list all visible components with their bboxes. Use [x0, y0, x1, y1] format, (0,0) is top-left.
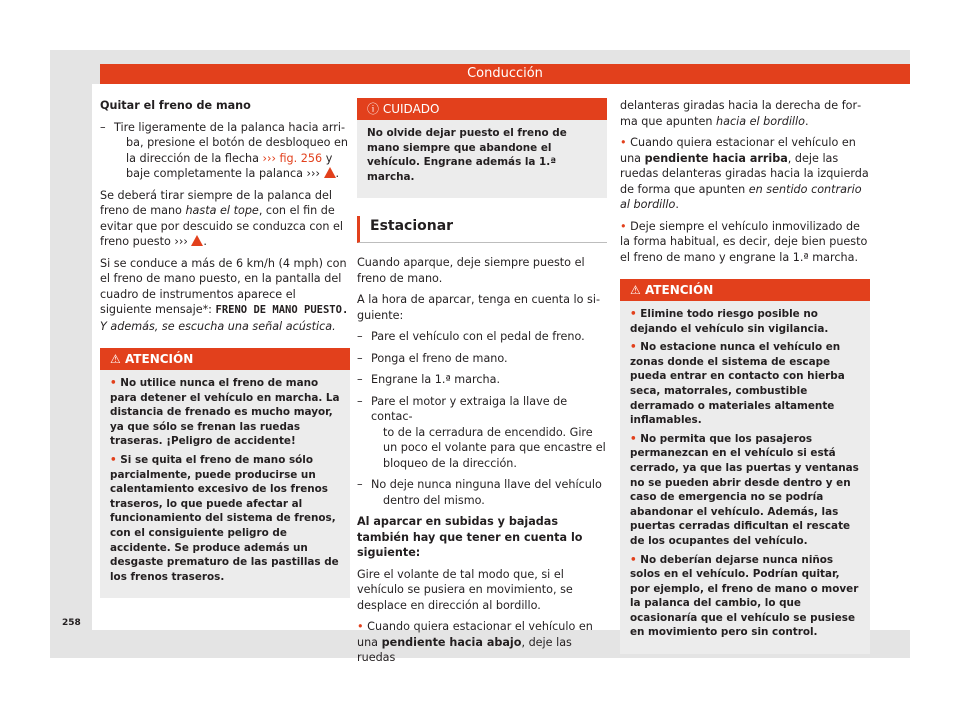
warning-item — [630, 432, 860, 549]
instruction-step — [357, 372, 607, 388]
emphasis: en sentido contrario al bordillo — [620, 182, 862, 211]
warning-title: ATENCIÓN — [644, 283, 714, 297]
reference-arrows: ››› — [262, 151, 276, 165]
step-continuation: to de la cerradura de encendido. Gire un poco el volante para que encastre el bloqueo de la dirección. — [383, 425, 606, 470]
warning-item-text: Elimine todo riesgo posible no dejando el vehículo sin vigilancia. — [630, 308, 829, 335]
subheading: Al aparcar en subidas y bajadas también hay que tener en cuenta lo siguiente: — [357, 515, 583, 560]
warning-item-text: No estacione nunca el vehículo en zonas donde el sistema de escape pueda entrar en contacto con hierba seca, matorrales, combustible derramado o materiales altamente inflamables. — [630, 341, 845, 427]
warning-box — [620, 279, 870, 654]
step-text: y baje completamente la palanca — [126, 151, 333, 180]
warning-title: ATENCIÓN — [124, 352, 194, 366]
warning-body — [100, 370, 350, 598]
section-title: Estacionar — [357, 216, 607, 243]
display-message: FRENO DE MANO PUESTO. — [215, 304, 349, 316]
bullet-icon: • — [110, 453, 117, 466]
text: Cuando quiera estacionar el vehículo en una — [357, 620, 593, 649]
step-text: Pare el motor y extraiga la llave de contac- — [371, 394, 568, 424]
bullet-paragraph — [357, 619, 607, 666]
warning-triangle-icon: ⚠ — [630, 283, 641, 297]
warning-item-text: No deberían dejarse nunca niños solos en el vehículo. Podrían quitar, por ejemplo, el freno de mano o mover la palanca del cambio, lo que ocasionaría que el vehículo se pusiese en movimiento pero sin control. — [630, 553, 859, 639]
bullet-icon: • — [620, 136, 627, 149]
chapter-header: Conducción — [100, 64, 910, 84]
warning-item — [630, 307, 860, 336]
text: , deje las ruedas — [357, 635, 572, 665]
step-continuation: ba, presione el botón de desbloqueo en la dirección de la flecha ››› fig. 256 y baje completamente la palanca ››› . — [126, 136, 348, 180]
emphasis: hasta el tope — [185, 204, 259, 217]
warning-item-text: No permita que los pasajeros permanezcan en el vehículo si está cerrado, ya que las puertas y ventanas no se pueden abrir desde dentro y en caso de emergencia no se podría abandonar el vehículo. Además, las puertas cerradas dificultan el rescate de los ocupantes del vehículo. — [630, 432, 859, 547]
instruction-step — [357, 394, 607, 472]
step-text: ba, presione el botón de desbloqueo en la dirección de la flecha — [126, 136, 348, 165]
bullet-paragraph: • Cuando quiera estacionar el vehículo en una pendiente hacia arriba, deje las ruedas delanteras giradas hacia la izquierda de forma que apunten en sentido contrario al bordillo. — [620, 136, 869, 211]
bullet-icon: • — [630, 553, 637, 566]
page-number: 258 — [62, 618, 81, 628]
text: , deje las ruedas delanteras giradas hacia la izquierda de forma que apunten — [620, 151, 869, 196]
step-text: Tire ligeramente de la palanca hacia arri- — [114, 120, 345, 134]
warning-item-text: Si se quita el freno de mano sólo parcialmente, puede producirse un calentamiento excesivo de los frenos traseros, lo que puede afectar al funcionamiento del sistema de frenos, con el consiguiente peligro de accidente. Se produce además un desgaste prematuro de las pastillas de los frenos traseros. — [110, 453, 339, 583]
warning-triangle-icon — [324, 167, 336, 178]
paragraph — [100, 256, 350, 335]
caution-title: CUIDADO — [382, 102, 440, 116]
bullet-paragraph — [620, 219, 870, 266]
paragraph: Cuando aparque, deje siempre puesto el freno de mano. — [357, 256, 585, 285]
step-text: No deje nunca ninguna llave del vehículo — [371, 478, 602, 492]
caution-text: No olvide dejar puesto el freno de mano siempre que abandone el vehículo. Engrane además la 1.ª marcha. — [367, 127, 567, 183]
text: Se deberá tirar siempre de la palanca del freno de mano — [100, 188, 332, 217]
warning-item — [630, 553, 860, 641]
column-1 — [100, 98, 350, 598]
warning-item-text: No utilice nunca el freno de mano para detener el vehículo en marcha. La distancia de frenado es mucho mayor, ya que sólo se frenan las ruedas traseras. ¡Peligro de accidente! — [110, 377, 340, 448]
caution-body — [357, 120, 607, 198]
text: Deje siempre el vehículo inmovilizado de la forma habitual, es decir, deje bien puesto el freno de mano y engrane la 1.ª marcha. — [620, 219, 868, 264]
paragraph: Se deberá tirar siempre de la palanca del freno de mano hasta el tope, con el fin de evitar que por descuido se conduzca con el freno puesto ››› . — [100, 188, 344, 248]
step-text: Pare el vehículo con el pedal de freno. — [371, 330, 585, 344]
info-circle-icon: ⓘ — [367, 102, 380, 116]
manual-page — [50, 50, 910, 665]
paragraph: A la hora de aparcar, tenga en cuenta lo siguiente: — [357, 293, 601, 322]
section-heading: Quitar el freno de mano — [100, 99, 251, 112]
emphasis: hacia el bordillo — [716, 114, 805, 128]
instruction-step — [357, 351, 607, 367]
step-continuation: dentro del mismo. — [383, 493, 485, 507]
caution-box — [357, 98, 607, 198]
warning-item — [630, 340, 860, 428]
step-text: Engrane la 1.ª marcha. — [371, 373, 501, 387]
column-3 — [620, 98, 870, 654]
instruction-step — [357, 329, 607, 345]
paragraph: Gire el volante de tal modo que, si el vehículo se pusiera en movimiento, se desplace en dirección al bordillo. — [357, 567, 573, 612]
text: Si se conduce a más de 6 km/h (4 mph) con el freno de mano puesto, en la pantalla del cuadro de instrumentos aparece el siguiente mensaje*: — [100, 256, 347, 316]
bullet-icon: • — [620, 219, 627, 233]
bullet-icon: • — [630, 432, 637, 445]
warning-item — [110, 453, 340, 584]
emphasis: pendiente hacia abajo — [381, 635, 522, 649]
reference-arrows: ››› — [306, 167, 320, 180]
warning-box — [100, 348, 350, 598]
warning-item — [110, 376, 340, 449]
caution-header — [357, 98, 607, 120]
reference-arrows: ››› — [174, 235, 188, 248]
column-2 — [357, 98, 607, 672]
bullet-icon: • — [357, 620, 364, 634]
bullet-icon: • — [630, 308, 637, 320]
instruction-step — [357, 477, 607, 508]
emphasis: pendiente hacia arriba — [644, 151, 788, 165]
warning-body — [620, 301, 870, 654]
page-frame — [50, 50, 910, 665]
paragraph: delanteras giradas hacia la derecha de forma que apunten hacia el bordillo. — [620, 99, 862, 128]
text: Cuando quiera estacionar el vehículo en una — [620, 136, 856, 165]
text: delanteras giradas hacia la derecha de forma que apunten — [620, 99, 862, 128]
bullet-icon: • — [110, 377, 117, 389]
text: Y además, se escucha una señal acústica. — [100, 319, 336, 333]
warning-triangle-icon — [191, 235, 203, 246]
warning-header — [100, 348, 350, 370]
step-text: Ponga el freno de mano. — [371, 351, 508, 365]
text: , con el fin de evitar que por descuido se conduzca con el freno puesto — [100, 204, 344, 248]
bullet-icon: • — [630, 341, 637, 354]
instruction-step — [100, 120, 350, 182]
warning-header — [620, 279, 870, 301]
warning-triangle-icon: ⚠ — [110, 352, 121, 366]
figure-link[interactable]: fig. 256 — [279, 151, 323, 165]
